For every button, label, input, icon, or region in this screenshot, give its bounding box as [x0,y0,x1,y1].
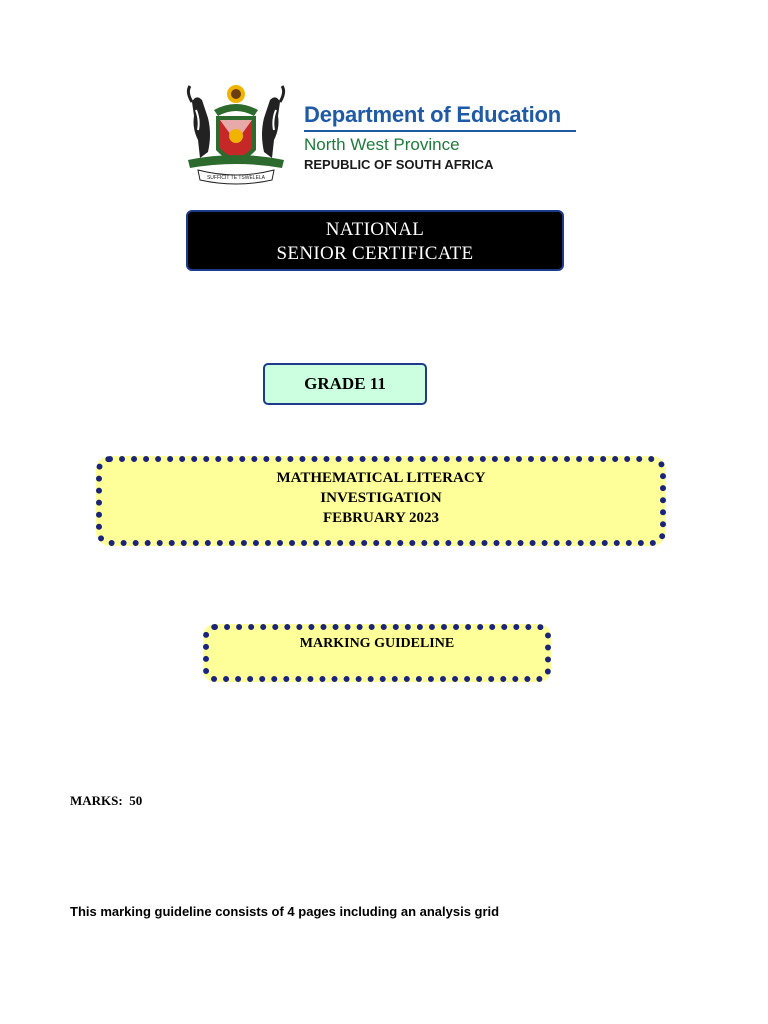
marks-value: 50 [129,793,143,808]
marks-label-text: MARKS: [70,793,123,808]
subject-line-3: FEBRUARY 2023 [322,510,439,526]
nsc-title-box [186,210,564,271]
marking-guideline-box: MARKING GUIDELINE [203,624,551,682]
department-title: Department of Education [304,102,561,127]
grade-badge: GRADE 11 [263,363,427,405]
svg-text:SUFFICIT TE TSWELELA: SUFFICIT TE TSWELELA [206,175,266,181]
marks-label [70,793,142,809]
header-divider [304,130,576,132]
coat-of-arms-icon [178,80,294,190]
nsc-line-1: NATIONAL [325,219,425,240]
page-count-note: This marking guideline consists of 4 pages including an analysis grid [70,904,500,919]
department-header [172,78,586,194]
province-name: North West Province [304,135,460,154]
subject-line-1: MATHEMATICAL LITERACY [276,470,486,486]
republic-name: REPUBLIC OF SOUTH AFRICA [304,157,494,172]
subject-box [96,456,666,546]
nsc-line-2: SENIOR CERTIFICATE [276,243,474,264]
subject-line-2: INVESTIGATION [320,490,442,506]
